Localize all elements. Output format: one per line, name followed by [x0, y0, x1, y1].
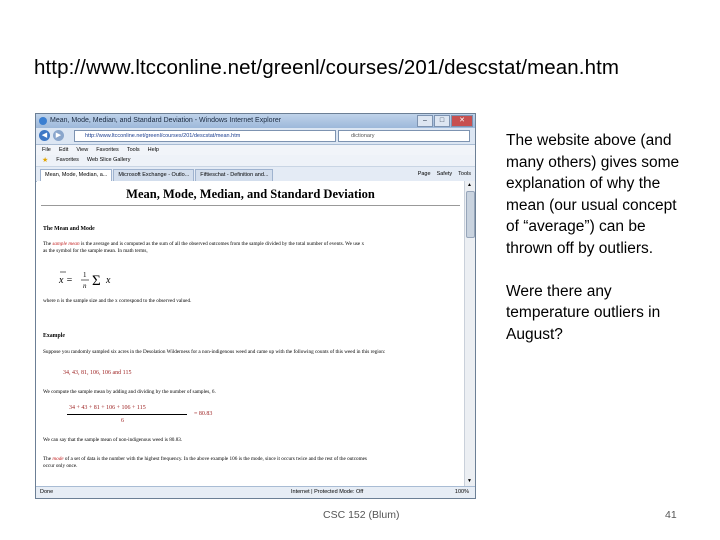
mode-link[interactable]: mode: [52, 456, 64, 462]
slide-body-text: [506, 130, 686, 345]
menu-favorites[interactable]: Favorites: [96, 147, 119, 153]
example-paragraph: Suppose you randomly sampled six acres in the Desolation Wilderness for a non-indigenous weed and came up with the following counts of this weed in this region:: [43, 349, 386, 355]
window-title: Mean, Mode, Median, and Standard Deviation - Windows Internet Explorer: [50, 117, 282, 124]
tool-page[interactable]: Page: [417, 171, 431, 177]
mode-paragraph: The mode of a set of data is the number with the highest frequency. In the above example 106 is the mode, since it occurs twice and the rest of the outcomes occur only once.: [43, 456, 367, 469]
address-input[interactable]: http://www.ltcconline.net/greenl/courses/201/descstat/mean.htm: [74, 130, 336, 142]
page-heading: Mean, Mode, Median, and Standard Deviation: [126, 187, 375, 201]
minimize-icon[interactable]: –: [417, 115, 433, 127]
tool-tools[interactable]: Tools: [458, 171, 471, 177]
mean-formula: [57, 261, 127, 295]
body-paragraph-2: Were there any temperature outliers in August?: [506, 282, 661, 343]
back-arrow-icon[interactable]: ◀: [39, 130, 50, 141]
slide-page-number: 41: [665, 509, 677, 521]
fraction-bar: [67, 414, 187, 415]
forward-arrow-icon[interactable]: ▶: [53, 130, 64, 141]
menu-edit[interactable]: Edit: [58, 147, 69, 153]
web-slice-gallery-link[interactable]: Web Slice Gallery: [86, 157, 131, 163]
svg-text:1: 1: [83, 271, 87, 279]
fraction-result: = 80.83: [194, 411, 213, 417]
status-text: Done: [40, 489, 54, 495]
browser-titlebar: [36, 114, 475, 128]
where-line: where n is the sample size and the x correspond to the observed valued.: [43, 298, 192, 304]
browser-screenshot: [35, 113, 476, 499]
close-icon[interactable]: ✕: [451, 115, 473, 127]
svg-text:Σ: Σ: [92, 273, 101, 289]
address-bar: [36, 128, 475, 145]
menu-tools[interactable]: Tools: [126, 147, 140, 153]
page-content: [37, 181, 464, 486]
window-buttons: [417, 115, 473, 127]
tab-exchange[interactable]: Microsoft Exchange - Outlo...: [113, 169, 194, 181]
tab-bar: [36, 167, 475, 182]
scrollbar-thumb[interactable]: [466, 191, 475, 238]
compute-paragraph: We compute the sample mean by adding and dividing by the number of samples, 6.: [43, 389, 216, 395]
heading-divider: [41, 205, 460, 206]
slide-url-title: http://www.ltcconline.net/greenl/courses/201/descstat/mean.htm: [34, 56, 620, 79]
svg-text:n: n: [83, 282, 87, 290]
slide-footer: CSC 152 (Blum): [323, 509, 400, 521]
tool-safety[interactable]: Safety: [436, 171, 453, 177]
mean-paragraph: The sample mean is the average and is computed as the sum of all the observed outcomes from the sample divided by the total number of events. We use x as the symbol for the sample mean. In math terms,: [43, 241, 365, 254]
ie-logo-icon: [39, 117, 47, 125]
fraction-numerator: 34 + 43 + 81 + 106 + 106 + 115: [69, 405, 146, 411]
security-zone: Internet | Protected Mode: Off: [291, 489, 364, 495]
scroll-down-icon[interactable]: ▼: [467, 478, 472, 484]
svg-text:x =: x =: [59, 275, 73, 286]
section-mean-mode-title: The Mean and Mode: [43, 226, 95, 232]
search-input[interactable]: dictionary: [338, 130, 470, 142]
favorites-button[interactable]: Favorites: [56, 157, 79, 163]
favorites-star-icon[interactable]: ★: [42, 157, 49, 164]
example-values: 34, 43, 81, 106, 106 and 115: [63, 370, 132, 376]
menu-help[interactable]: Help: [147, 147, 159, 153]
body-paragraph-1: The website above (and many others) gives some explanation of why the mean (our usual concept of “average”) can be thrown off by outliers.: [506, 132, 680, 257]
menu-file[interactable]: File: [42, 147, 51, 153]
menu-bar: [36, 145, 475, 155]
section-example-title: Example: [43, 333, 65, 339]
maximize-icon[interactable]: □: [434, 115, 450, 127]
favorites-bar: [36, 155, 475, 167]
page-scrollbar[interactable]: [464, 181, 475, 486]
conclusion-paragraph: We can say that the sample mean of non-indigenous weed is 80.83.: [43, 437, 183, 443]
tab-fiftieschat[interactable]: Fiftieschat - Definition and...: [195, 169, 273, 181]
status-bar: [36, 486, 475, 498]
sample-mean-link[interactable]: sample mean: [52, 241, 80, 247]
tab-mean-mode[interactable]: Mean, Mode, Median, a...: [40, 169, 112, 181]
zoom-level[interactable]: 100%: [454, 489, 469, 495]
fraction-denominator: 6: [121, 418, 124, 424]
scroll-up-icon[interactable]: ▲: [467, 182, 472, 188]
svg-text:x: x: [106, 275, 111, 286]
menu-view[interactable]: View: [76, 147, 89, 153]
